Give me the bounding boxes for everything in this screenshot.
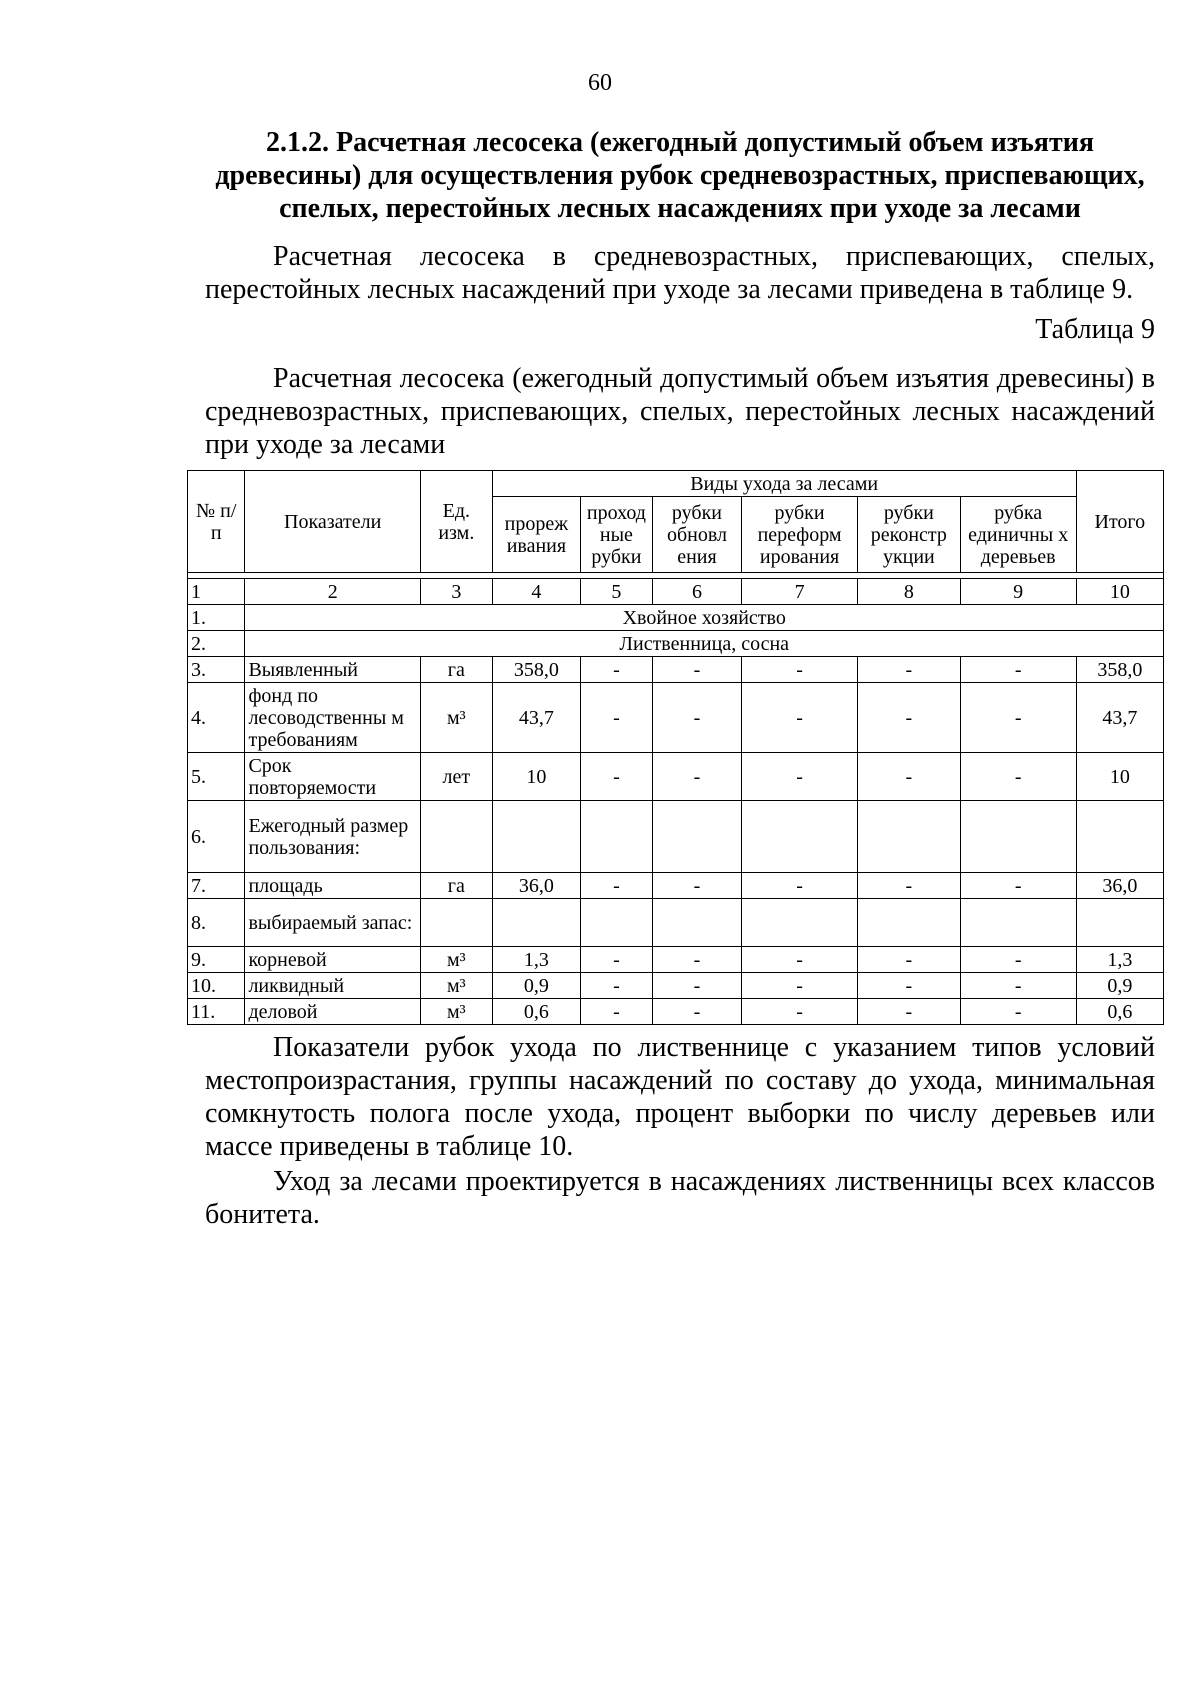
row-value xyxy=(858,899,961,947)
row-value xyxy=(652,801,741,873)
row-num: 9. xyxy=(188,947,245,973)
column-number: 7 xyxy=(742,579,858,605)
row-num: 5. xyxy=(188,753,245,801)
row-value: - xyxy=(960,683,1076,753)
row-value: - xyxy=(960,657,1076,683)
row-value: - xyxy=(581,753,653,801)
row-total: 358,0 xyxy=(1076,657,1163,683)
row-value: 10 xyxy=(492,753,580,801)
header-indicator: Показатели xyxy=(245,471,420,573)
column-number: 10 xyxy=(1076,579,1163,605)
row-unit: лет xyxy=(420,753,492,801)
row-value: - xyxy=(652,973,741,999)
row-value: - xyxy=(858,947,961,973)
row-value: - xyxy=(858,657,961,683)
section-label: Лиственница, сосна xyxy=(245,631,1164,657)
header-type: рубки реконстр укции xyxy=(858,497,961,573)
row-total xyxy=(1076,899,1163,947)
row-value xyxy=(960,899,1076,947)
forest-cut-table xyxy=(187,470,1164,1025)
row-num: 2. xyxy=(188,631,245,657)
table-row xyxy=(188,801,1164,873)
section-row xyxy=(188,605,1164,631)
row-total: 0,6 xyxy=(1076,999,1163,1025)
table-row xyxy=(188,753,1164,801)
intro-paragraph: Расчетная лесосека в средневозрастных, приспевающих, спелых, перестойных лесных насаждений при уходе за лесами приведена в таблице 9. xyxy=(205,241,1155,305)
row-value: - xyxy=(581,973,653,999)
row-num: 11. xyxy=(188,999,245,1025)
column-number: 3 xyxy=(420,579,492,605)
table-label: Таблица 9 xyxy=(1035,314,1155,345)
row-unit: га xyxy=(420,657,492,683)
table-row xyxy=(188,873,1164,899)
data-rows xyxy=(188,657,1164,1025)
column-number: 6 xyxy=(652,579,741,605)
page-number: 60 xyxy=(588,70,612,96)
header-unit: Ед. изм. xyxy=(420,471,492,573)
row-num: 4. xyxy=(188,683,245,753)
row-unit: м³ xyxy=(420,683,492,753)
row-value: - xyxy=(742,657,858,683)
row-value: - xyxy=(960,973,1076,999)
header-type: прореж ивания xyxy=(492,497,580,573)
row-num: 3. xyxy=(188,657,245,683)
row-value: - xyxy=(581,683,653,753)
row-value: 43,7 xyxy=(492,683,580,753)
row-unit: м³ xyxy=(420,947,492,973)
row-total xyxy=(1076,801,1163,873)
row-indicator: Срок повторяемости xyxy=(245,753,420,801)
table-row xyxy=(188,947,1164,973)
table-row xyxy=(188,999,1164,1025)
row-value xyxy=(858,801,961,873)
row-num: 1. xyxy=(188,605,245,631)
column-number: 1 xyxy=(188,579,245,605)
row-value xyxy=(742,899,858,947)
row-total: 1,3 xyxy=(1076,947,1163,973)
column-number: 9 xyxy=(960,579,1076,605)
row-value: - xyxy=(960,753,1076,801)
row-value: - xyxy=(742,973,858,999)
row-value: - xyxy=(858,873,961,899)
row-value: - xyxy=(581,873,653,899)
row-num: 7. xyxy=(188,873,245,899)
header-type: рубки обновл ения xyxy=(652,497,741,573)
column-number-row xyxy=(188,579,1164,605)
row-value: - xyxy=(858,973,961,999)
table-row xyxy=(188,973,1164,999)
table-row xyxy=(188,683,1164,753)
row-value xyxy=(492,899,580,947)
row-value xyxy=(492,801,580,873)
row-indicator: Ежегодный размер пользования: xyxy=(245,801,420,873)
row-value: - xyxy=(742,683,858,753)
row-value: - xyxy=(960,999,1076,1025)
row-total: 36,0 xyxy=(1076,873,1163,899)
header-num: № п/п xyxy=(188,471,245,573)
row-value: - xyxy=(652,683,741,753)
row-value: 36,0 xyxy=(492,873,580,899)
row-unit: га xyxy=(420,873,492,899)
row-value: - xyxy=(581,657,653,683)
header-group: Виды ухода за лесами xyxy=(492,471,1076,497)
row-indicator: фонд по лесоводственны м требованиям xyxy=(245,683,420,753)
row-value: - xyxy=(652,947,741,973)
row-unit xyxy=(420,801,492,873)
row-value: - xyxy=(742,947,858,973)
section-title: 2.1.2. Расчетная лесосека (ежегодный допустимый объем изъятия древесины) для осуществления рубок средневозрастных, приспевающих, спелых, перестойных лесных насаждениях при уходе за лесами xyxy=(215,127,1145,224)
row-value xyxy=(581,899,653,947)
row-value xyxy=(581,801,653,873)
row-indicator: Выявленный xyxy=(245,657,420,683)
row-indicator: выбираемый запас: xyxy=(245,899,420,947)
row-value: - xyxy=(858,683,961,753)
row-indicator: деловой xyxy=(245,999,420,1025)
section-label: Хвойное хозяйство xyxy=(245,605,1164,631)
table-caption: Расчетная лесосека (ежегодный допустимый объем изъятия древесины) в средневозрастных, приспевающих, спелых, перестойных лесных насаждений при уходе за лесами xyxy=(205,363,1155,460)
row-indicator: корневой xyxy=(245,947,420,973)
column-number: 8 xyxy=(858,579,961,605)
row-value: - xyxy=(858,999,961,1025)
table-row xyxy=(188,657,1164,683)
row-value xyxy=(742,801,858,873)
row-value: - xyxy=(742,999,858,1025)
row-value: - xyxy=(652,753,741,801)
after-paragraph-2: Уход за лесами проектируется в насаждениях лиственницы всех классов бонитета. xyxy=(205,1166,1155,1230)
row-value: 0,6 xyxy=(492,999,580,1025)
row-value: - xyxy=(742,873,858,899)
row-num: 10. xyxy=(188,973,245,999)
after-paragraph-1: Показатели рубок ухода по лиственнице с указанием типов условий местопроизрастания, группы насаждений по составу до ухода, минимальная сомкнутость полога после ухода, процент выборки по числу деревьев или массе приведены в таблице 10. xyxy=(205,1032,1155,1162)
row-unit xyxy=(420,899,492,947)
header-type: рубки переформ ирования xyxy=(742,497,858,573)
row-unit: м³ xyxy=(420,973,492,999)
row-value xyxy=(652,899,741,947)
row-value: - xyxy=(960,947,1076,973)
row-value xyxy=(960,801,1076,873)
row-value: - xyxy=(652,999,741,1025)
row-value: - xyxy=(581,947,653,973)
row-value: - xyxy=(858,753,961,801)
row-value: - xyxy=(960,873,1076,899)
row-indicator: площадь xyxy=(245,873,420,899)
column-number: 2 xyxy=(245,579,420,605)
header-total: Итого xyxy=(1076,471,1163,573)
section-row xyxy=(188,631,1164,657)
row-value: - xyxy=(652,657,741,683)
row-value: - xyxy=(581,999,653,1025)
row-value: - xyxy=(742,753,858,801)
row-total: 10 xyxy=(1076,753,1163,801)
column-number: 5 xyxy=(581,579,653,605)
row-total: 0,9 xyxy=(1076,973,1163,999)
row-value: 1,3 xyxy=(492,947,580,973)
header-type: проход ные рубки xyxy=(581,497,653,573)
row-unit: м³ xyxy=(420,999,492,1025)
table-row xyxy=(188,899,1164,947)
row-value: 358,0 xyxy=(492,657,580,683)
row-indicator: ликвидный xyxy=(245,973,420,999)
row-value: 0,9 xyxy=(492,973,580,999)
row-total: 43,7 xyxy=(1076,683,1163,753)
row-num: 8. xyxy=(188,899,245,947)
column-number: 4 xyxy=(492,579,580,605)
header-type: рубка единичны х деревьев xyxy=(960,497,1076,573)
row-value: - xyxy=(652,873,741,899)
row-num: 6. xyxy=(188,801,245,873)
